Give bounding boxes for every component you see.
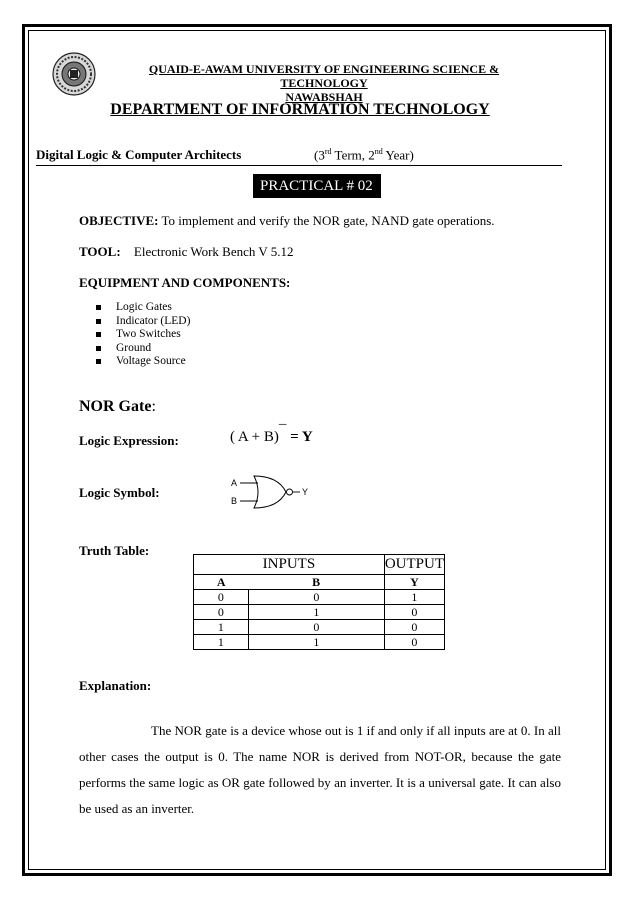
year-sup: nd <box>374 147 383 156</box>
list-item: Logic Gates <box>96 301 190 315</box>
course-row <box>36 145 562 166</box>
department-title: DEPARTMENT OF INFORMATION TECHNOLOGY <box>110 101 490 118</box>
objective-line <box>79 213 495 229</box>
term-open: (3 <box>314 147 325 163</box>
overbar-mark: ¯ <box>278 423 287 439</box>
tool-text: Electronic Work Bench V 5.12 <box>133 244 294 259</box>
course-name: Digital Logic & Computer Architects <box>36 147 242 162</box>
term-sup: rd <box>324 147 332 156</box>
objective-label: OBJECTIVE: <box>79 213 159 228</box>
objective-text: To implement and verify the NOR gate, NAND gate operations. <box>158 213 495 228</box>
year-word: Year) <box>382 147 414 163</box>
tool-label: TOOL: <box>79 244 121 259</box>
list-item: Indicator (LED) <box>96 315 190 329</box>
nor-gate-heading: NOR Gate: <box>79 398 156 415</box>
symbol-input-b: B <box>231 496 238 506</box>
logic-expression-label: Logic Expression: <box>79 433 179 448</box>
column-header-y: Y <box>384 575 444 590</box>
university-name-line1: QUAID-E-AWAM UNIVERSITY OF ENGINEERING SCIENCE & TECHNOLOGY <box>148 62 500 90</box>
bullet-square-icon <box>96 305 101 310</box>
logic-expression: ( A + B)¯ = Y <box>230 423 313 445</box>
inputs-header: INPUTS <box>194 555 385 575</box>
university-name <box>104 62 544 104</box>
symbol-input-a: A <box>231 478 238 488</box>
term-info <box>314 147 414 163</box>
table-row: 0 1 0 <box>194 605 445 620</box>
explanation-label: Explanation: <box>79 678 152 693</box>
column-header-b: B <box>248 575 384 590</box>
equipment-list <box>96 301 190 369</box>
list-item: Ground <box>96 342 190 356</box>
nor-gate-symbol-icon <box>228 474 318 512</box>
output-header: OUTPUT <box>384 555 444 575</box>
bullet-square-icon <box>96 332 101 337</box>
truth-table-label: Truth Table: <box>79 543 150 558</box>
list-item: Voltage Source <box>96 355 190 369</box>
bullet-square-icon <box>96 359 101 364</box>
table-row: 1 0 0 <box>194 620 445 635</box>
table-row: 1 1 0 <box>194 635 445 650</box>
bullet-square-icon <box>96 346 101 351</box>
expression-result: Y <box>301 429 313 445</box>
truth-table <box>193 554 445 650</box>
explanation-text: The NOR gate is a device whose out is 1 if and only if all inputs are at 0. In all other cases the output is 0. The name NOR is derived from NOT-OR, because the gate performs the same logic as OR gate followed by an inverter. It is a universal gate. It can also be used as an inverter. <box>79 723 561 816</box>
explanation-paragraph <box>79 718 561 822</box>
column-header-a: A <box>194 575 249 590</box>
university-name-line2: NAWABSHAH <box>285 90 363 104</box>
university-logo-icon <box>52 52 96 96</box>
list-item: Two Switches <box>96 328 190 342</box>
logic-symbol-label: Logic Symbol: <box>79 485 160 500</box>
equipment-label: EQUIPMENT AND COMPONENTS: <box>79 275 291 290</box>
symbol-output-y: Y <box>302 487 309 497</box>
term-word: Term, 2 <box>331 147 375 163</box>
bullet-square-icon <box>96 319 101 324</box>
tool-line <box>79 244 294 260</box>
practical-number-badge: PRACTICAL # 02 <box>253 174 381 198</box>
table-row: 0 0 1 <box>194 590 445 605</box>
